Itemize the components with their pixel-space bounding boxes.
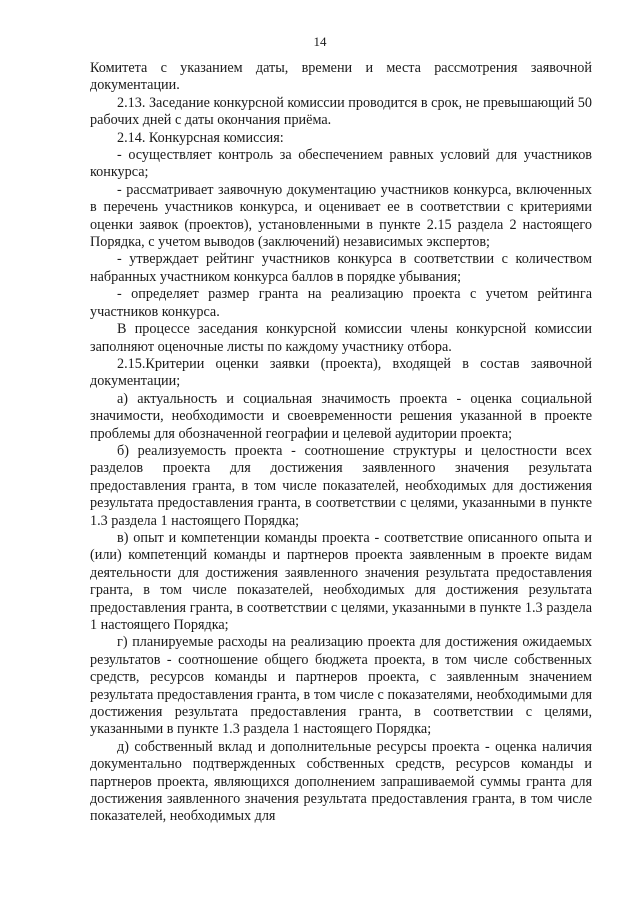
paragraph-9: а) актуальность и социальная значимость проекта - оценка социальной значимости, необходимости и своевременности решения указанной в проекте проблемы для обозначенной географии и целевой аудитории проекта; — [90, 390, 592, 442]
paragraph-3: - осуществляет контроль за обеспечением равных условий для участников конкурса; — [90, 147, 592, 181]
page-number: 14 — [313, 34, 327, 49]
paragraph-6: - определяет размер гранта на реализацию проекта с учетом рейтинга участников конкурса. — [90, 286, 592, 320]
document-body — [90, 60, 592, 826]
paragraph-10: б) реализуемость проекта - соотношение структуры и целостности всех разделов проекта для достижения заявленного значения результата предоставления гранта, в том числе показателей, необходимых для достижения результата предоставления гранта, в соответствии с целями, указанными в пункте 1.3 раздела 1 настоящего Порядка; — [90, 442, 592, 529]
paragraph-11: в) опыт и компетенции команды проекта - соответствие описанного опыта и (или) компетенций команды и партнеров проекта заявленным в проекте видам деятельности для достижения заявленного значения результата предоставления гранта, в том числе показателей, необходимых для достижения результата предоставления гранта, в соответствии с целями, указанными в пункте 1.3 раздела 1 настоящего Порядка; — [90, 529, 592, 633]
paragraph-0: Комитета с указанием даты, времени и места рассмотрения заявочной документации. — [90, 60, 592, 94]
paragraph-13: д) собственный вклад и дополнительные ресурсы проекта - оценка наличия документально подтвержденных собственных средств, ресурсов команды и партнеров проекта, являющихся дополнением запрашиваемой суммы гранта для достижения заявленного значения результата предоставления гранта, в том числе показателей, необходимых для — [90, 738, 592, 825]
paragraph-4: - рассматривает заявочную документацию участников конкурса, включенных в перечень участников конкурса, и оценивает ее в соответствии с критериями оценки заявок (проектов), установленными в пункте 2.15 раздела 2 настоящего Порядка, с учетом выводов (заключений) независимых экспертов; — [90, 181, 592, 251]
paragraph-5: - утверждает рейтинг участников конкурса в соответствии с количеством набранных участником конкурса баллов в порядке убывания; — [90, 251, 592, 285]
paragraph-7: В процессе заседания конкурсной комиссии члены конкурсной комиссии заполняют оценочные листы по каждому участнику отбора. — [90, 321, 592, 355]
paragraph-12: г) планируемые расходы на реализацию проекта для достижения ожидаемых результатов - соотношение общего бюджета проекта, в том числе собственных средств, ресурсов команды и партнеров проекта, с заявленным значением результата предоставления гранта, в том числе с показателями, необходимыми для достижения результата предоставления гранта, в соответствии с целями, указанными в пункте 1.3 раздела 1 настоящего Порядка; — [90, 634, 592, 738]
paragraph-8: 2.15.Критерии оценки заявки (проекта), входящей в состав заявочной документации; — [90, 355, 592, 390]
paragraph-1: 2.13. Заседание конкурсной комиссии проводится в срок, не превышающий 50 рабочих дней с даты окончания приёма. — [90, 94, 592, 129]
paragraph-2: 2.14. Конкурсная комиссия: — [117, 129, 284, 146]
